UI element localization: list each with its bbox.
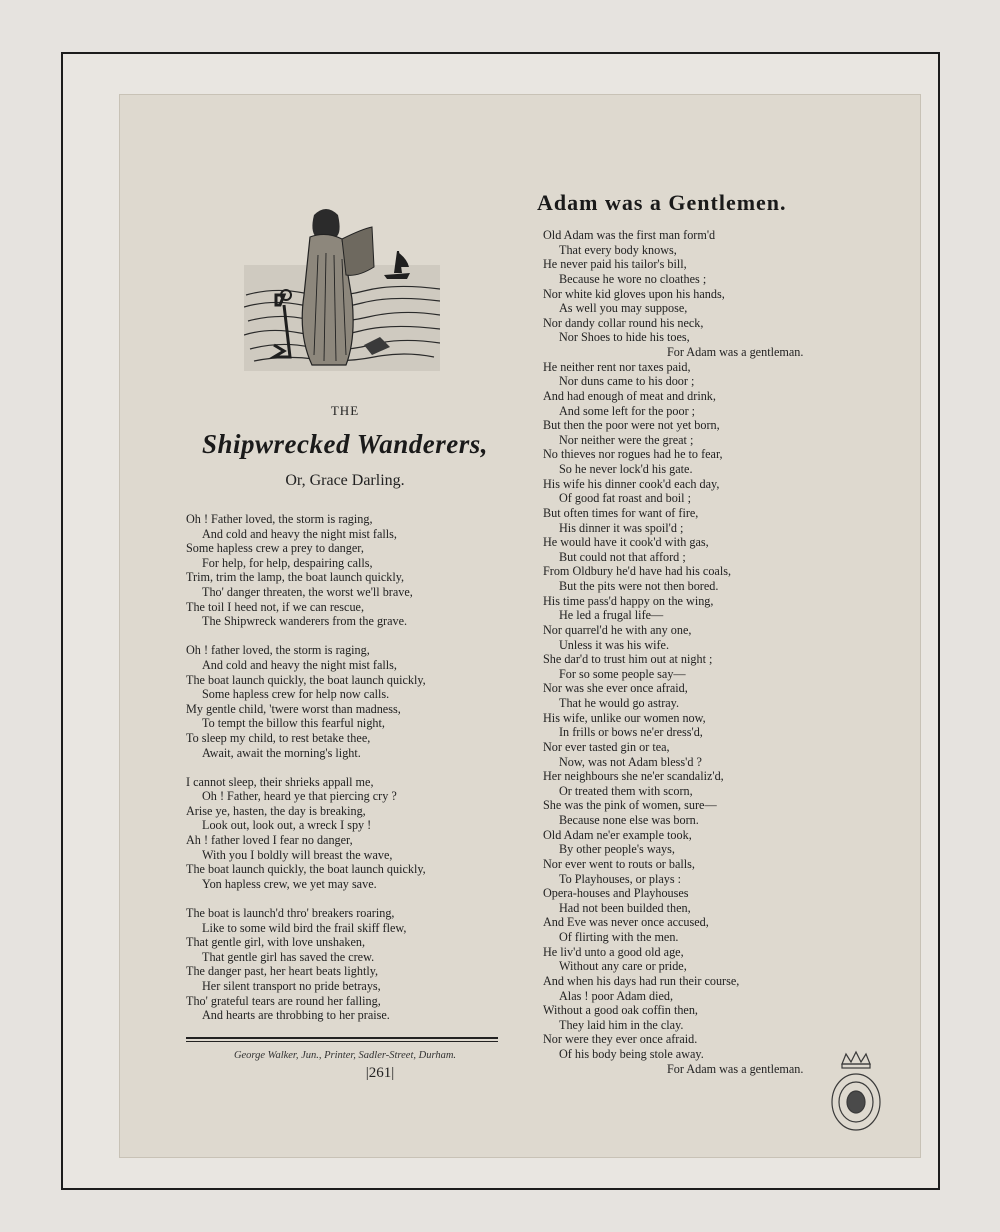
poem-line: My gentle child, 'twere worst than madness, — [186, 701, 401, 716]
song-line: Her neighbours she ne'er scandaliz'd, — [543, 769, 724, 784]
song-line: Nor quarrel'd he with any one, — [543, 622, 692, 637]
poem-line: Tho' grateful tears are round her falling, — [186, 993, 381, 1008]
song-line: Nor Shoes to hide his toes, — [559, 330, 690, 345]
library-stamp — [826, 1046, 886, 1134]
rule-thick — [186, 1037, 498, 1039]
song-line: Nor was she ever once afraid, — [543, 681, 688, 696]
song-line: To Playhouses, or plays : — [559, 871, 682, 886]
song-line: Old Adam was the first man form'd — [543, 228, 716, 242]
song-line: She was the pink of women, sure— — [543, 798, 717, 813]
song-line: His time pass'd happy on the wing, — [543, 593, 714, 608]
song-line: By other people's ways, — [559, 842, 675, 857]
poem-line: The boat is launch'd thro' breakers roaring, — [186, 906, 395, 921]
song-line: Or treated them with scorn, — [559, 783, 693, 798]
song-line: Had not been builded then, — [559, 900, 691, 915]
poem-line: Oh ! father loved, the storm is raging, — [186, 643, 370, 658]
song-line: Unless it was his wife. — [559, 637, 670, 652]
poem-line: The toil I heed not, if we can rescue, — [186, 599, 364, 614]
stanza — [186, 906, 504, 1023]
song-line: Nor ever tasted gin or tea, — [543, 739, 670, 754]
stanza — [186, 512, 504, 629]
song-line: That every body knows, — [559, 242, 677, 257]
song-line: And when his days had run their course, — [543, 973, 740, 988]
left-column — [186, 195, 504, 1082]
song-line: But then the poor were not yet born, — [543, 418, 720, 433]
poem-line: Like to some wild bird the frail skiff flew, — [202, 920, 407, 935]
song-title: Adam was a Gentlemen. — [537, 190, 787, 215]
poem-line: And cold and heavy the night mist falls, — [202, 657, 397, 672]
poem-line: I cannot sleep, their shrieks appall me, — [186, 774, 374, 789]
song-line: Because none else was born. — [559, 813, 699, 827]
song-line: Alas ! poor Adam died, — [559, 988, 674, 1003]
song-line: Without any care or pride, — [559, 959, 687, 974]
song-line: As well you may suppose, — [559, 301, 688, 316]
song-line: And had enough of meat and drink, — [543, 388, 716, 403]
song-line: His wife his dinner cook'd each day, — [543, 476, 720, 491]
poem-line: Some hapless crew for help now calls. — [202, 687, 390, 702]
song-line: So he never lock'd his gate. — [559, 462, 693, 476]
stanza — [186, 775, 504, 892]
poem-line: Ah ! father loved I fear no danger, — [186, 833, 353, 848]
poem-line: Her silent transport no pride betrays, — [202, 979, 381, 993]
song-line: She dar'd to trust him out at night ; — [543, 652, 713, 667]
song-line: Nor white kid gloves upon his hands, — [543, 286, 725, 301]
song-line: And some left for the poor ; — [559, 403, 696, 418]
song-line: Now, was not Adam bless'd ? — [559, 754, 702, 769]
refrain-line: For Adam was a gentleman. — [667, 345, 804, 359]
printer-rule — [186, 1037, 504, 1042]
song-line: He liv'd unto a good old age, — [543, 944, 684, 959]
song-line: Nor neither were the great ; — [559, 432, 694, 447]
poem-line: Trim, trim the lamp, the boat launch quickly, — [186, 570, 405, 585]
woodcut-illustration — [244, 195, 440, 371]
heading-the: THE — [330, 403, 360, 418]
poem-line: And hearts are throbbing to her praise. — [202, 1008, 390, 1023]
stanza — [186, 643, 504, 760]
song-line: But the pits were not then bored. — [559, 579, 719, 593]
poem-line: Oh ! Father loved, the storm is raging, — [186, 512, 373, 526]
song-line: Of his body being stole away. — [559, 1047, 704, 1061]
poem-title: Shipwrecked Wanderers, — [201, 429, 489, 459]
poem-line: Yon hapless crew, we yet may save. — [202, 876, 377, 891]
song-line: He would have it cook'd with gas, — [543, 535, 709, 550]
poem-line: Look out, look out, a wreck I spy ! — [202, 818, 372, 833]
right-column — [537, 190, 843, 1076]
song-line: But often times for want of fire, — [543, 505, 699, 520]
song-line: Nor duns came to his door ; — [559, 374, 695, 389]
song-line: Nor ever went to routs or balls, — [543, 856, 695, 871]
song-line: Nor dandy collar round his neck, — [543, 315, 704, 330]
left-poem — [186, 512, 504, 1023]
broadside-number: |261| — [365, 1065, 395, 1082]
poem-subtitle: Or, Grace Darling. — [285, 472, 405, 489]
poem-line: The boat launch quickly, the boat launch quickly, — [186, 862, 426, 877]
song-line: Old Adam ne'er example took, — [543, 827, 692, 842]
poem-line: Arise ye, hasten, the day is breaking, — [186, 803, 366, 818]
song-line: From Oldbury he'd have had his coals, — [543, 564, 732, 579]
poem-line: For help, for help, despairing calls, — [202, 555, 373, 570]
song-line: He never paid his tailor's bill, — [543, 257, 687, 272]
song-line: His dinner it was spoil'd ; — [559, 520, 684, 535]
poem-line: The danger past, her heart beats lightly, — [186, 964, 379, 979]
poem-line: That gentle girl has saved the crew. — [202, 949, 375, 964]
song-line: Without a good oak coffin then, — [543, 1003, 698, 1018]
song-line: Nor were they ever once afraid. — [543, 1032, 698, 1047]
song-line: Because he wore no cloathes ; — [559, 271, 707, 286]
right-poem — [543, 228, 843, 1076]
poem-line: Tho' danger threaten, the worst we'll brave, — [202, 584, 413, 599]
poem-line: To tempt the billow this fearful night, — [202, 716, 385, 731]
song-line: He led a frugal life— — [559, 608, 664, 623]
poem-line: The Shipwreck wanderers from the grave. — [202, 614, 408, 629]
refrain-line: For Adam was a gentleman. — [667, 1061, 804, 1076]
song-line: In frills or bows ne'er dress'd, — [559, 725, 703, 740]
poem-line: Oh ! Father, heard ye that piercing cry ? — [202, 789, 397, 804]
song-line: He neither rent nor taxes paid, — [543, 359, 691, 374]
poem-line: To sleep my child, to rest betake thee, — [186, 730, 371, 745]
song-line: But could not that afford ; — [559, 549, 686, 564]
song-line: No thieves nor rogues had he to fear, — [543, 447, 723, 462]
song-line: They laid him in the clay. — [559, 1017, 684, 1032]
poem-line: Await, await the morning's light. — [202, 745, 361, 760]
song-line: That he would go astray. — [559, 696, 680, 710]
poem-line: That gentle girl, with love unshaken, — [186, 935, 366, 950]
song-line: His wife, unlike our women now, — [543, 710, 706, 725]
song-line: For so some people say— — [559, 666, 686, 681]
rule-thin — [186, 1041, 498, 1042]
poem-line: Some hapless crew a prey to danger, — [186, 541, 364, 556]
poem-line: The boat launch quickly, the boat launch quickly, — [186, 672, 426, 687]
printer-imprint: George Walker, Jun., Printer, Sadler-Street, Durham. — [233, 1050, 457, 1062]
poem-line: With you I boldly will breast the wave, — [202, 847, 393, 862]
poem-line: And cold and heavy the night mist falls, — [202, 526, 397, 541]
song-line: Opera-houses and Playhouses — [543, 886, 689, 901]
song-line: And Eve was never once accused, — [543, 915, 709, 930]
song-line: Of flirting with the men. — [559, 930, 679, 944]
song-line: Of good fat roast and boil ; — [559, 491, 692, 506]
